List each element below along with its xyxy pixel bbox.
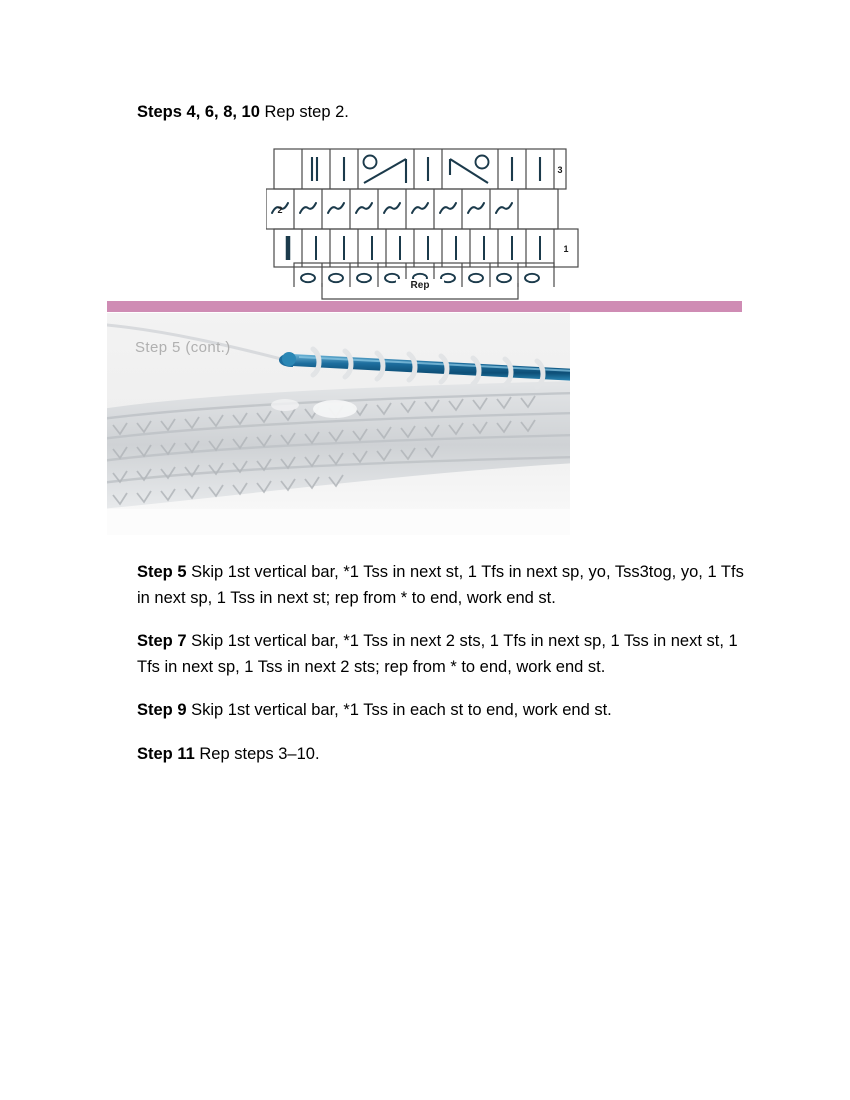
- step-photo: [107, 313, 570, 535]
- chart-row-label-3: 3: [557, 165, 563, 175]
- chart-row-2-symbols: [272, 203, 512, 213]
- chart-row-3-symbols: [312, 156, 540, 184]
- chart-row-label-1: 1: [563, 244, 569, 254]
- chart-rep-label: Rep: [410, 280, 430, 291]
- step-7-text: Skip 1st vertical bar, *1 Tss in next 2 sts, 1 Tfs in next sp, 1 Tss in next st, 1 Tfs in next sp, 1 Tss in next 2 sts; rep from * to end, work end st.: [137, 632, 738, 676]
- step-7-label: Step 7: [137, 632, 187, 650]
- step-11-text: Rep steps 3–10.: [194, 744, 320, 763]
- photo-caption: Step 5 (cont.): [135, 339, 231, 356]
- step-11-paragraph: [137, 742, 744, 768]
- stitch-chart: [266, 145, 586, 291]
- step-9-paragraph: [137, 698, 744, 724]
- step-5-text: Skip 1st vertical bar, *1 Tss in next st, 1 Tfs in next sp, yo, Tss3tog, yo, 1 Tfs in next sp, 1 Tss in next st; rep from * to end, work end st.: [137, 563, 744, 607]
- steps-heading: [137, 100, 349, 124]
- step-9-label: Step 9: [137, 701, 187, 719]
- steps-heading-bold: Steps 4, 6, 8, 10: [137, 103, 260, 121]
- step-5-label: Step 5: [137, 563, 187, 581]
- step-5-paragraph: [137, 560, 744, 611]
- stitch-chart-svg: [266, 145, 586, 287]
- steps-body: [137, 560, 744, 767]
- steps-heading-rest: Rep step 2.: [259, 103, 349, 121]
- step-9-text: Skip 1st vertical bar, *1 Tss in each st to end, work end st.: [186, 701, 612, 719]
- pink-divider-bar: [107, 301, 742, 312]
- step-11-label: Step 11: [137, 744, 195, 763]
- step-7-paragraph: [137, 629, 744, 680]
- chart-row-label-2: 2: [277, 205, 283, 215]
